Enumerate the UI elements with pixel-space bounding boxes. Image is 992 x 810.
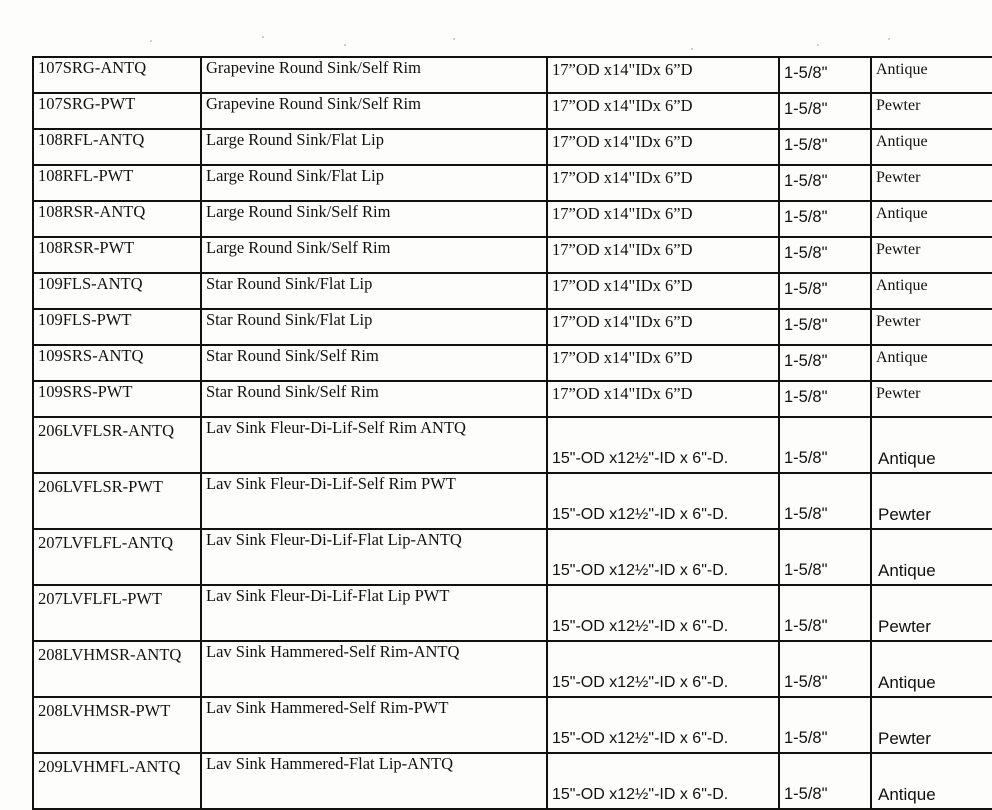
table-row xyxy=(33,641,992,697)
description-cell: Large Round Sink/Flat Lip xyxy=(201,165,547,201)
dimensions-cell: 17”OD x14"IDx 6”D xyxy=(547,129,779,165)
scan-speck xyxy=(888,38,890,40)
scan-speck xyxy=(453,38,455,40)
finish-cell: Antique xyxy=(871,57,992,93)
finish-cell: Antique xyxy=(871,417,992,473)
lip-size-cell: 1-5/8" xyxy=(779,585,871,641)
product-code-cell: 206LVFLSR-PWT xyxy=(33,473,201,529)
lip-size-cell: 1-5/8" xyxy=(779,381,871,417)
product-code-cell: 207LVFLFL-PWT xyxy=(33,585,201,641)
table-row xyxy=(33,345,992,381)
description-cell: Lav Sink Fleur-Di-Lif-Self Rim ANTQ xyxy=(201,417,547,473)
table-row xyxy=(33,381,992,417)
product-table-body xyxy=(33,57,992,809)
scan-speck xyxy=(262,36,264,38)
product-code-cell: 209LVHMFL-ANTQ xyxy=(33,753,201,809)
description-cell: Lav Sink Fleur-Di-Lif-Self Rim PWT xyxy=(201,473,547,529)
product-code-cell: 109SRS-ANTQ xyxy=(33,345,201,381)
finish-cell: Pewter xyxy=(871,237,992,273)
lip-size-cell: 1-5/8" xyxy=(779,529,871,585)
product-table xyxy=(32,56,992,810)
dimensions-cell: 17”OD x14"IDx 6”D xyxy=(547,345,779,381)
product-code-cell: 108RFL-ANTQ xyxy=(33,129,201,165)
finish-cell: Antique xyxy=(871,273,992,309)
finish-cell: Pewter xyxy=(871,309,992,345)
finish-cell: Antique xyxy=(871,641,992,697)
table-row xyxy=(33,129,992,165)
lip-size-cell: 1-5/8" xyxy=(779,237,871,273)
dimensions-cell: 15"-OD x12½"-ID x 6"-D. xyxy=(547,641,779,697)
finish-cell: Pewter xyxy=(871,93,992,129)
product-code-cell: 207LVFLFL-ANTQ xyxy=(33,529,201,585)
table-row xyxy=(33,417,992,473)
description-cell: Lav Sink Hammered-Flat Lip-ANTQ xyxy=(201,753,547,809)
product-code-cell: 109FLS-ANTQ xyxy=(33,273,201,309)
table-row xyxy=(33,237,992,273)
finish-cell: Antique xyxy=(871,529,992,585)
table-row xyxy=(33,697,992,753)
description-cell: Star Round Sink/Flat Lip xyxy=(201,273,547,309)
lip-size-cell: 1-5/8" xyxy=(779,753,871,809)
dimensions-cell: 15"-OD x12½"-ID x 6"-D. xyxy=(547,529,779,585)
product-code-cell: 109SRS-PWT xyxy=(33,381,201,417)
lip-size-cell: 1-5/8" xyxy=(779,641,871,697)
dimensions-cell: 17”OD x14"IDx 6”D xyxy=(547,165,779,201)
description-cell: Grapevine Round Sink/Self Rim xyxy=(201,93,547,129)
scan-speck xyxy=(344,44,346,46)
dimensions-cell: 15"-OD x12½"-ID x 6"-D. xyxy=(547,753,779,809)
lip-size-cell: 1-5/8" xyxy=(779,309,871,345)
description-cell: Large Round Sink/Self Rim xyxy=(201,201,547,237)
dimensions-cell: 17”OD x14"IDx 6”D xyxy=(547,237,779,273)
table-row xyxy=(33,529,992,585)
product-code-cell: 109FLS-PWT xyxy=(33,309,201,345)
lip-size-cell: 1-5/8" xyxy=(779,417,871,473)
dimensions-cell: 17”OD x14"IDx 6”D xyxy=(547,309,779,345)
finish-cell: Pewter xyxy=(871,165,992,201)
table-row xyxy=(33,93,992,129)
table-row xyxy=(33,273,992,309)
product-code-cell: 108RFL-PWT xyxy=(33,165,201,201)
product-code-cell: 206LVFLSR-ANTQ xyxy=(33,417,201,473)
dimensions-cell: 15"-OD x12½"-ID x 6"-D. xyxy=(547,417,779,473)
table-row xyxy=(33,201,992,237)
dimensions-cell: 15"-OD x12½"-ID x 6"-D. xyxy=(547,697,779,753)
lip-size-cell: 1-5/8" xyxy=(779,93,871,129)
product-code-cell: 208LVHMSR-ANTQ xyxy=(33,641,201,697)
description-cell: Large Round Sink/Flat Lip xyxy=(201,129,547,165)
table-row xyxy=(33,753,992,809)
lip-size-cell: 1-5/8" xyxy=(779,57,871,93)
description-cell: Lav Sink Fleur-Di-Lif-Flat Lip PWT xyxy=(201,585,547,641)
dimensions-cell: 15"-OD x12½"-ID x 6"-D. xyxy=(547,585,779,641)
description-cell: Lav Sink Hammered-Self Rim-ANTQ xyxy=(201,641,547,697)
dimensions-cell: 17”OD x14"IDx 6”D xyxy=(547,57,779,93)
scan-speck xyxy=(817,44,819,46)
dimensions-cell: 15"-OD x12½"-ID x 6"-D. xyxy=(547,473,779,529)
scan-speck xyxy=(150,40,152,42)
finish-cell: Antique xyxy=(871,201,992,237)
table-row xyxy=(33,165,992,201)
lip-size-cell: 1-5/8" xyxy=(779,273,871,309)
description-cell: Lav Sink Fleur-Di-Lif-Flat Lip-ANTQ xyxy=(201,529,547,585)
finish-cell: Antique xyxy=(871,129,992,165)
product-code-cell: 107SRG-PWT xyxy=(33,93,201,129)
lip-size-cell: 1-5/8" xyxy=(779,165,871,201)
table-row xyxy=(33,309,992,345)
table-row xyxy=(33,57,992,93)
description-cell: Star Round Sink/Self Rim xyxy=(201,381,547,417)
lip-size-cell: 1-5/8" xyxy=(779,697,871,753)
lip-size-cell: 1-5/8" xyxy=(779,201,871,237)
product-code-cell: 208LVHMSR-PWT xyxy=(33,697,201,753)
finish-cell: Antique xyxy=(871,753,992,809)
finish-cell: Antique xyxy=(871,345,992,381)
dimensions-cell: 17”OD x14"IDx 6”D xyxy=(547,201,779,237)
description-cell: Star Round Sink/Self Rim xyxy=(201,345,547,381)
lip-size-cell: 1-5/8" xyxy=(779,345,871,381)
product-code-cell: 108RSR-PWT xyxy=(33,237,201,273)
dimensions-cell: 17”OD x14"IDx 6”D xyxy=(547,273,779,309)
table-row xyxy=(33,585,992,641)
description-cell: Large Round Sink/Self Rim xyxy=(201,237,547,273)
description-cell: Grapevine Round Sink/Self Rim xyxy=(201,57,547,93)
description-cell: Lav Sink Hammered-Self Rim-PWT xyxy=(201,697,547,753)
finish-cell: Pewter xyxy=(871,585,992,641)
dimensions-cell: 17”OD x14"IDx 6”D xyxy=(547,381,779,417)
lip-size-cell: 1-5/8" xyxy=(779,129,871,165)
dimensions-cell: 17”OD x14"IDx 6”D xyxy=(547,93,779,129)
lip-size-cell: 1-5/8" xyxy=(779,473,871,529)
finish-cell: Pewter xyxy=(871,473,992,529)
description-cell: Star Round Sink/Flat Lip xyxy=(201,309,547,345)
product-code-cell: 107SRG-ANTQ xyxy=(33,57,201,93)
finish-cell: Pewter xyxy=(871,697,992,753)
table-row xyxy=(33,473,992,529)
scan-speck xyxy=(691,48,693,50)
finish-cell: Pewter xyxy=(871,381,992,417)
product-code-cell: 108RSR-ANTQ xyxy=(33,201,201,237)
